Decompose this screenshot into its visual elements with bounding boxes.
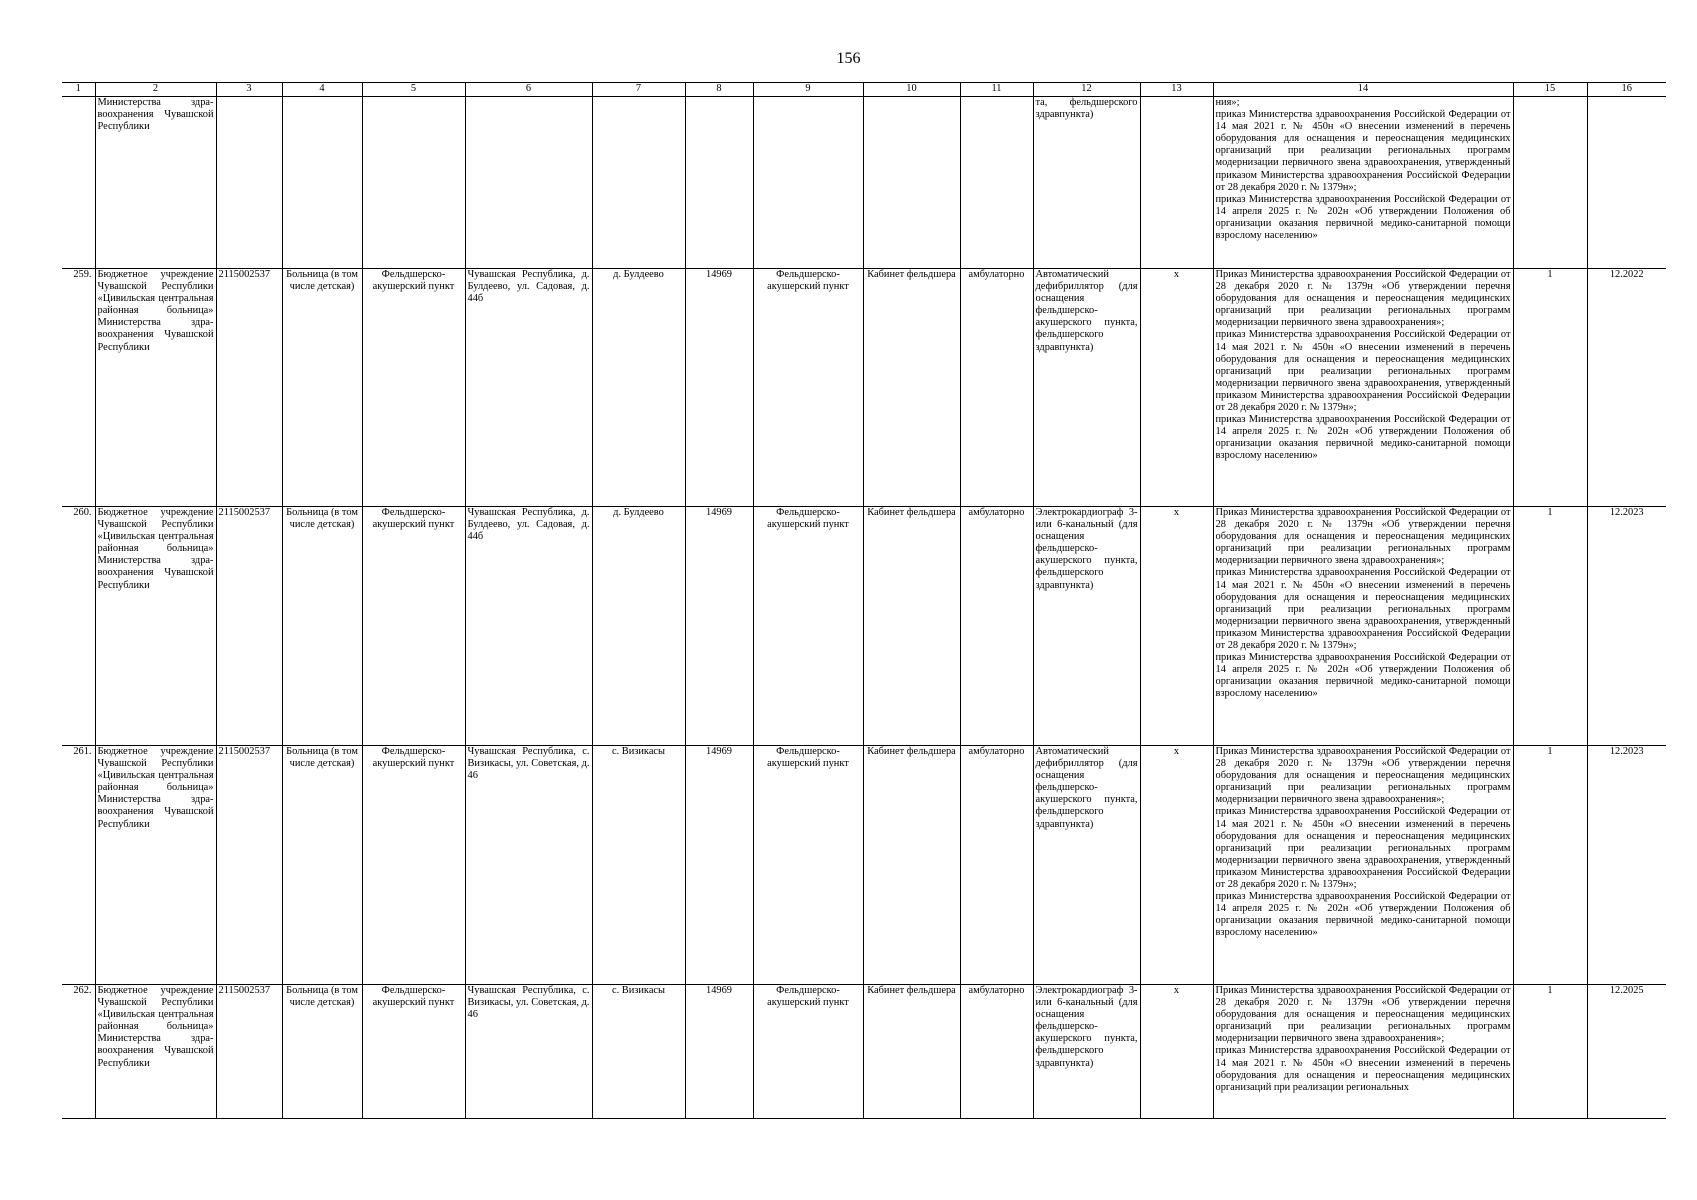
row-number — [62, 97, 95, 269]
inn: 2115002537 — [216, 269, 282, 507]
address: Чувашская Республика, д. Булдеево, ул. Садовая, д. 44б — [465, 269, 592, 507]
row-number: 261. — [62, 746, 95, 985]
subdivision-type — [362, 97, 465, 269]
table-row — [62, 746, 1666, 985]
header-cell: 15 — [1513, 83, 1587, 97]
settlement: д. Булдеево — [592, 507, 685, 746]
inn: 2115002537 — [216, 507, 282, 746]
equipment-name: Электрокардиограф 3- или 6-канальный (для оснащения фельдшерско-акушерского пункта, фельдшерского здравпункта) — [1033, 985, 1140, 1119]
mark — [1140, 97, 1213, 269]
date — [1587, 97, 1666, 269]
inn: 2115002537 — [216, 985, 282, 1119]
care-form: амбулаторно — [960, 746, 1033, 985]
header-cell: 13 — [1140, 83, 1213, 97]
structural-unit: Фельдшерско-акушерский пункт — [753, 985, 863, 1119]
header-cell: 7 — [592, 83, 685, 97]
code: 14969 — [685, 269, 753, 507]
date: 12.2023 — [1587, 507, 1666, 746]
cabinet — [863, 97, 960, 269]
row-number: 262. — [62, 985, 95, 1119]
care-form: амбулаторно — [960, 507, 1033, 746]
quantity: 1 — [1513, 985, 1587, 1119]
header-cell: 1 — [62, 83, 95, 97]
table-row — [62, 985, 1666, 1119]
legal-basis: Приказ Министерства здравоохранения Российской Федерации от 28 декабря 2020 г. № 1379н «Об утверждении перечня оборудования для оснащения и переоснащения медицинских организаций при реализации региональных программ модернизации первичного звена здравоохранения»; приказ Министерства здравоохранения Российской Федерации от 14 мая 2021 г. № 450н «О внесении изменений в перечень оборудования для оснащения и переоснащения медицинских организаций при реализации региональных программ модернизации первичного звена здравоохранения, утвержденный приказом Министерства здравоохранения Российской Федерации от 28 декабря 2020 г. № 1379н»; приказ Министерства здравоохранения Российской Федерации от 14 апреля 2025 г. № 202н «Об утверждении Положения об организации оказания первичной медико-санитарной помощи взрослому населению» — [1213, 269, 1513, 507]
address: Чувашская Республика, с. Визикасы, ул. Советская, д. 46 — [465, 985, 592, 1119]
date: 12.2022 — [1587, 269, 1666, 507]
address: Чувашская Республика, д. Булдеево, ул. Садовая, д. 44б — [465, 507, 592, 746]
address — [465, 97, 592, 269]
inn — [216, 97, 282, 269]
structural-unit — [753, 97, 863, 269]
care-form: амбулаторно — [960, 985, 1033, 1119]
row-number: 260. — [62, 507, 95, 746]
row-number: 259. — [62, 269, 95, 507]
subdivision-type: Фельдшерско-акушерский пункт — [362, 269, 465, 507]
header-cell: 6 — [465, 83, 592, 97]
code — [685, 97, 753, 269]
organization-name: Бюджетное учреждение Чувашской Республики «Цивильская центральная районная больница» Министерства здравоохранения Чувашской Республики — [95, 746, 216, 985]
quantity: 1 — [1513, 269, 1587, 507]
cabinet: Кабинет фельдшера — [863, 985, 960, 1119]
header-cell: 12 — [1033, 83, 1140, 97]
header-cell: 11 — [960, 83, 1033, 97]
organization-type: Больница (в том числе детская) — [282, 269, 362, 507]
address: Чувашская Республика, с. Визикасы, ул. Советская, д. 46 — [465, 746, 592, 985]
organization-type: Больница (в том числе детская) — [282, 985, 362, 1119]
legal-basis: Приказ Министерства здравоохранения Российской Федерации от 28 декабря 2020 г. № 1379н «Об утверждении перечня оборудования для оснащения и переоснащения медицинских организаций при реализации региональных программ модернизации первичного звена здравоохранения»; приказ Министерства здравоохранения Российской Федерации от 14 мая 2021 г. № 450н «О внесении изменений в перечень оборудования для оснащения и переоснащения медицинских организаций при реализации региональных — [1213, 985, 1513, 1119]
date: 12.2023 — [1587, 746, 1666, 985]
table-row — [62, 97, 1666, 269]
code: 14969 — [685, 746, 753, 985]
organization-name: Бюджетное учреждение Чувашской Республики «Цивильская центральная районная больница» Министерства здравоохранения Чувашской Республики — [95, 507, 216, 746]
quantity: 1 — [1513, 507, 1587, 746]
table-row — [62, 269, 1666, 507]
organization-type — [282, 97, 362, 269]
legal-basis: Приказ Министерства здравоохранения Российской Федерации от 28 декабря 2020 г. № 1379н «Об утверждении перечня оборудования для оснащения и переоснащения медицинских организаций при реализации региональных программ модернизации первичного звена здравоохранения»; приказ Министерства здравоохранения Российской Федерации от 14 мая 2021 г. № 450н «О внесении изменений в перечень оборудования для оснащения и переоснащения медицинских организаций при реализации региональных программ модернизации первичного звена здравоохранения, утвержденный приказом Министерства здравоохранения Российской Федерации от 28 декабря 2020 г. № 1379н»; приказ Министерства здравоохранения Российской Федерации от 14 апреля 2025 г. № 202н «Об утверждении Положения об организации оказания первичной медико-санитарной помощи взрослому населению» — [1213, 507, 1513, 746]
settlement — [592, 97, 685, 269]
settlement: с. Визикасы — [592, 985, 685, 1119]
mark: х — [1140, 985, 1213, 1119]
header-cell: 14 — [1213, 83, 1513, 97]
header-cell: 10 — [863, 83, 960, 97]
legal-basis: ния»; приказ Министерства здравоохранения Российской Федерации от 14 мая 2021 г. № 450н «О внесении изменений в перечень оборудования для оснащения и переоснащения медицинских организаций при реализации региональных программ модернизации первичного звена здравоохранения, утвержденный приказом Министерства здравоохранения Российской Федерации от 28 декабря 2020 г. № 1379н»; приказ Министерства здравоохранения Российской Федерации от 14 апреля 2025 г. № 202н «Об утверждении Положения об организации оказания первичной медико-санитарной помощи взрослому населению» — [1213, 97, 1513, 269]
header-cell: 8 — [685, 83, 753, 97]
organization-type: Больница (в том числе детская) — [282, 507, 362, 746]
organization-name: Министерства здравоохранения Чувашской Республики — [95, 97, 216, 269]
code: 14969 — [685, 507, 753, 746]
equipment-name: Электрокардиограф 3- или 6-канальный (для оснащения фельдшерско-акушерского пункта, фельдшерского здравпункта) — [1033, 507, 1140, 746]
mark: х — [1140, 269, 1213, 507]
equipment-name: Автоматический дефибриллятор (для оснащения фельдшерско-акушерского пункта, фельдшерского здравпункта) — [1033, 269, 1140, 507]
settlement: д. Булдеево — [592, 269, 685, 507]
mark: х — [1140, 746, 1213, 985]
quantity — [1513, 97, 1587, 269]
header-cell: 9 — [753, 83, 863, 97]
legal-basis: Приказ Министерства здравоохранения Российской Федерации от 28 декабря 2020 г. № 1379н «Об утверждении перечня оборудования для оснащения и переоснащения медицинских организаций при реализации региональных программ модернизации первичного звена здравоохранения»; приказ Министерства здравоохранения Российской Федерации от 14 мая 2021 г. № 450н «О внесении изменений в перечень оборудования для оснащения и переоснащения медицинских организаций при реализации региональных программ модернизации первичного звена здравоохранения, утвержденный приказом Министерства здравоохранения Российской Федерации от 28 декабря 2020 г. № 1379н»; приказ Министерства здравоохранения Российской Федерации от 14 апреля 2025 г. № 202н «Об утверждении Положения об организации оказания первичной медико-санитарной помощи взрослому населению» — [1213, 746, 1513, 985]
date: 12.2025 — [1587, 985, 1666, 1119]
cabinet: Кабинет фельдшера — [863, 269, 960, 507]
header-cell: 5 — [362, 83, 465, 97]
code: 14969 — [685, 985, 753, 1119]
structural-unit: Фельдшерско-акушерский пункт — [753, 269, 863, 507]
settlement: с. Визикасы — [592, 746, 685, 985]
header-cell: 16 — [1587, 83, 1666, 97]
care-form — [960, 97, 1033, 269]
quantity: 1 — [1513, 746, 1587, 985]
inn: 2115002537 — [216, 746, 282, 985]
cabinet: Кабинет фельдшера — [863, 746, 960, 985]
header-cell: 3 — [216, 83, 282, 97]
care-form: амбулаторно — [960, 269, 1033, 507]
registry-table — [62, 82, 1666, 1119]
subdivision-type: Фельдшерско-акушерский пункт — [362, 985, 465, 1119]
organization-name: Бюджетное учреждение Чувашской Республики «Цивильская центральная районная больница» Министерства здравоохранения Чувашской Республики — [95, 269, 216, 507]
cabinet: Кабинет фельдшера — [863, 507, 960, 746]
header-cell: 2 — [95, 83, 216, 97]
page-number: 156 — [836, 50, 861, 67]
mark: х — [1140, 507, 1213, 746]
structural-unit: Фельдшерско-акушерский пункт — [753, 507, 863, 746]
column-number-row — [62, 83, 1666, 97]
subdivision-type: Фельдшерско-акушерский пункт — [362, 746, 465, 985]
organization-type: Больница (в том числе детская) — [282, 746, 362, 985]
table-row — [62, 507, 1666, 746]
organization-name: Бюджетное учреждение Чувашской Республики «Цивильская центральная районная больница» Министерства здравоохранения Чувашской Республики — [95, 985, 216, 1119]
equipment-name: Автоматический дефибриллятор (для оснащения фельдшерско-акушерского пункта, фельдшерского здравпункта) — [1033, 746, 1140, 985]
header-cell: 4 — [282, 83, 362, 97]
equipment-name: та, фельдшерского здравпункта) — [1033, 97, 1140, 269]
structural-unit: Фельдшерско-акушерский пункт — [753, 746, 863, 985]
subdivision-type: Фельдшерско-акушерский пункт — [362, 507, 465, 746]
